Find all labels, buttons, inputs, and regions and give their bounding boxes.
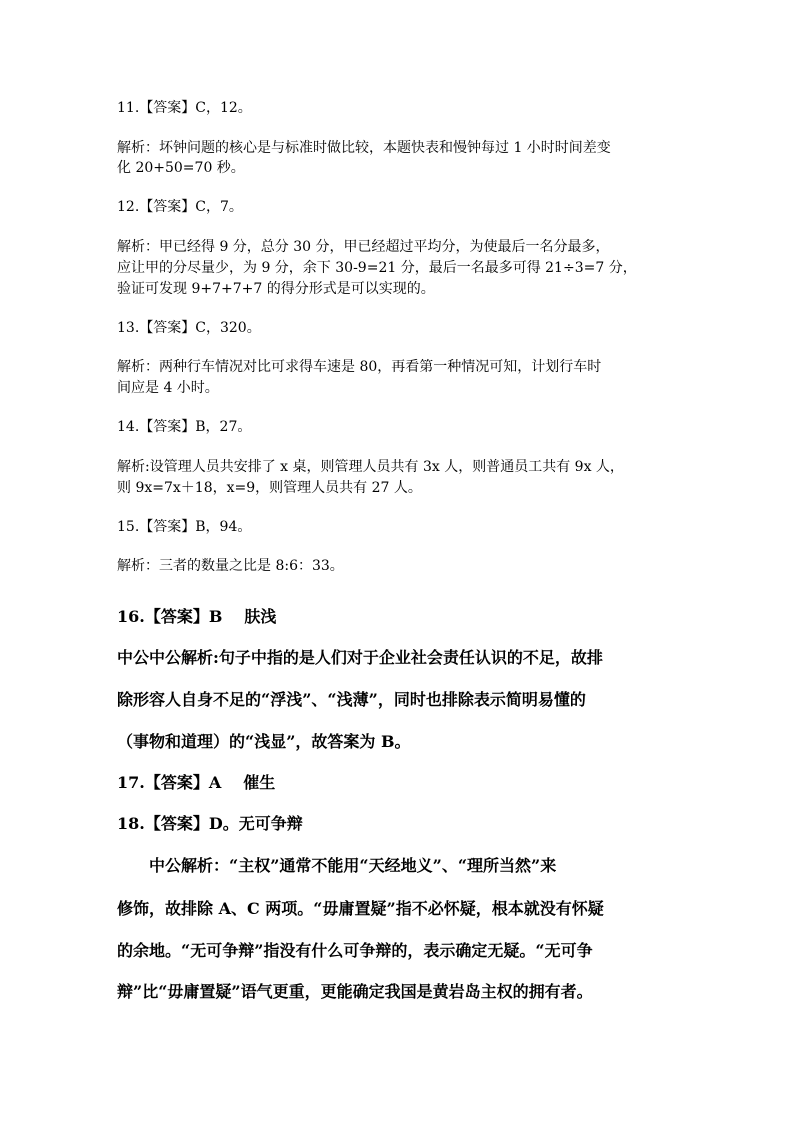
explanation-14-line-1: 解析:设管理人员共安排了 x 桌，则管理人员共有 3x 人，则普通员工共有 9x 人， (117, 459, 624, 475)
explanation-18-line-1: 中公解析：“主权”通常不能用“天经地义”、“理所当然”来 (149, 856, 557, 875)
answer-17-word: 催生 (243, 773, 276, 792)
answer-17-label: 17.【答案】A (117, 773, 222, 792)
answer-13: 13.【答案】C，320。 (117, 320, 261, 336)
answer-15: 15.【答案】B，94。 (117, 519, 252, 535)
answer-12: 12.【答案】C，7。 (117, 199, 243, 215)
explanation-12-line-2: 应让甲的分尽量少，为 9 分，余下 30-9=21 分，最后一名最多可得 21÷3=7 分， (117, 260, 637, 276)
answer-14: 14.【答案】B，27。 (117, 419, 252, 435)
answer-16 (117, 606, 677, 628)
explanation-18-line-3: 的余地。“无可争辩”指没有什么可争辩的，表示确定无疑。“无可争 (117, 941, 593, 960)
explanation-14-line-2: 则 9x=7x＋18，x=9，则管理人员共有 27 人。 (117, 480, 422, 496)
explanation-16-line-2: 除形容人自身不足的“浮浅”、“浅薄”，同时也排除表示简明易懂的 (117, 690, 586, 709)
explanation-16-line-1: 中公中公解析:句子中指的是人们对于企业社会责任认识的不足，故排 (117, 648, 603, 667)
answer-18: 18.【答案】D。无可争辩 (117, 814, 303, 833)
explanation-13-line-1: 解析：两种行车情况对比可求得车速是 80，再看第一种情况可知，计划行车时 (117, 359, 602, 375)
answer-16-word: 肤浅 (244, 607, 277, 626)
explanation-16-line-3: （事物和道理）的“浅显”，故答案为 B。 (117, 732, 411, 751)
explanation-11-line-2: 化 20+50=70 秒。 (117, 160, 245, 176)
explanation-15: 解析：三者的数量之比是 8:6：33。 (117, 558, 344, 574)
explanation-18-line-2: 修饰，故排除 A、C 两项。“毋庸置疑”指不必怀疑，根本就没有怀疑 (117, 899, 604, 918)
answer-16-label: 16.【答案】B (117, 607, 223, 626)
explanation-12-line-3: 验证可发现 9+7+7+7 的得分形式是可以实现的。 (117, 281, 435, 297)
explanation-13-line-2: 间应是 4 小时。 (117, 380, 219, 396)
explanation-11-line-1: 解析：坏钟问题的核心是与标准时做比较，本题快表和慢钟每过 1 小时时间差变 (117, 140, 611, 156)
answer-17 (117, 772, 677, 794)
explanation-18-line-4: 辩”比“毋庸置疑”语气更重，更能确定我国是黄岩岛主权的拥有者。 (117, 982, 593, 1001)
answer-11: 11.【答案】C，12。 (117, 100, 252, 116)
explanation-12-line-1: 解析：甲已经得 9 分，总分 30 分，甲已经超过平均分，为使最后一名分最多， (117, 239, 610, 255)
